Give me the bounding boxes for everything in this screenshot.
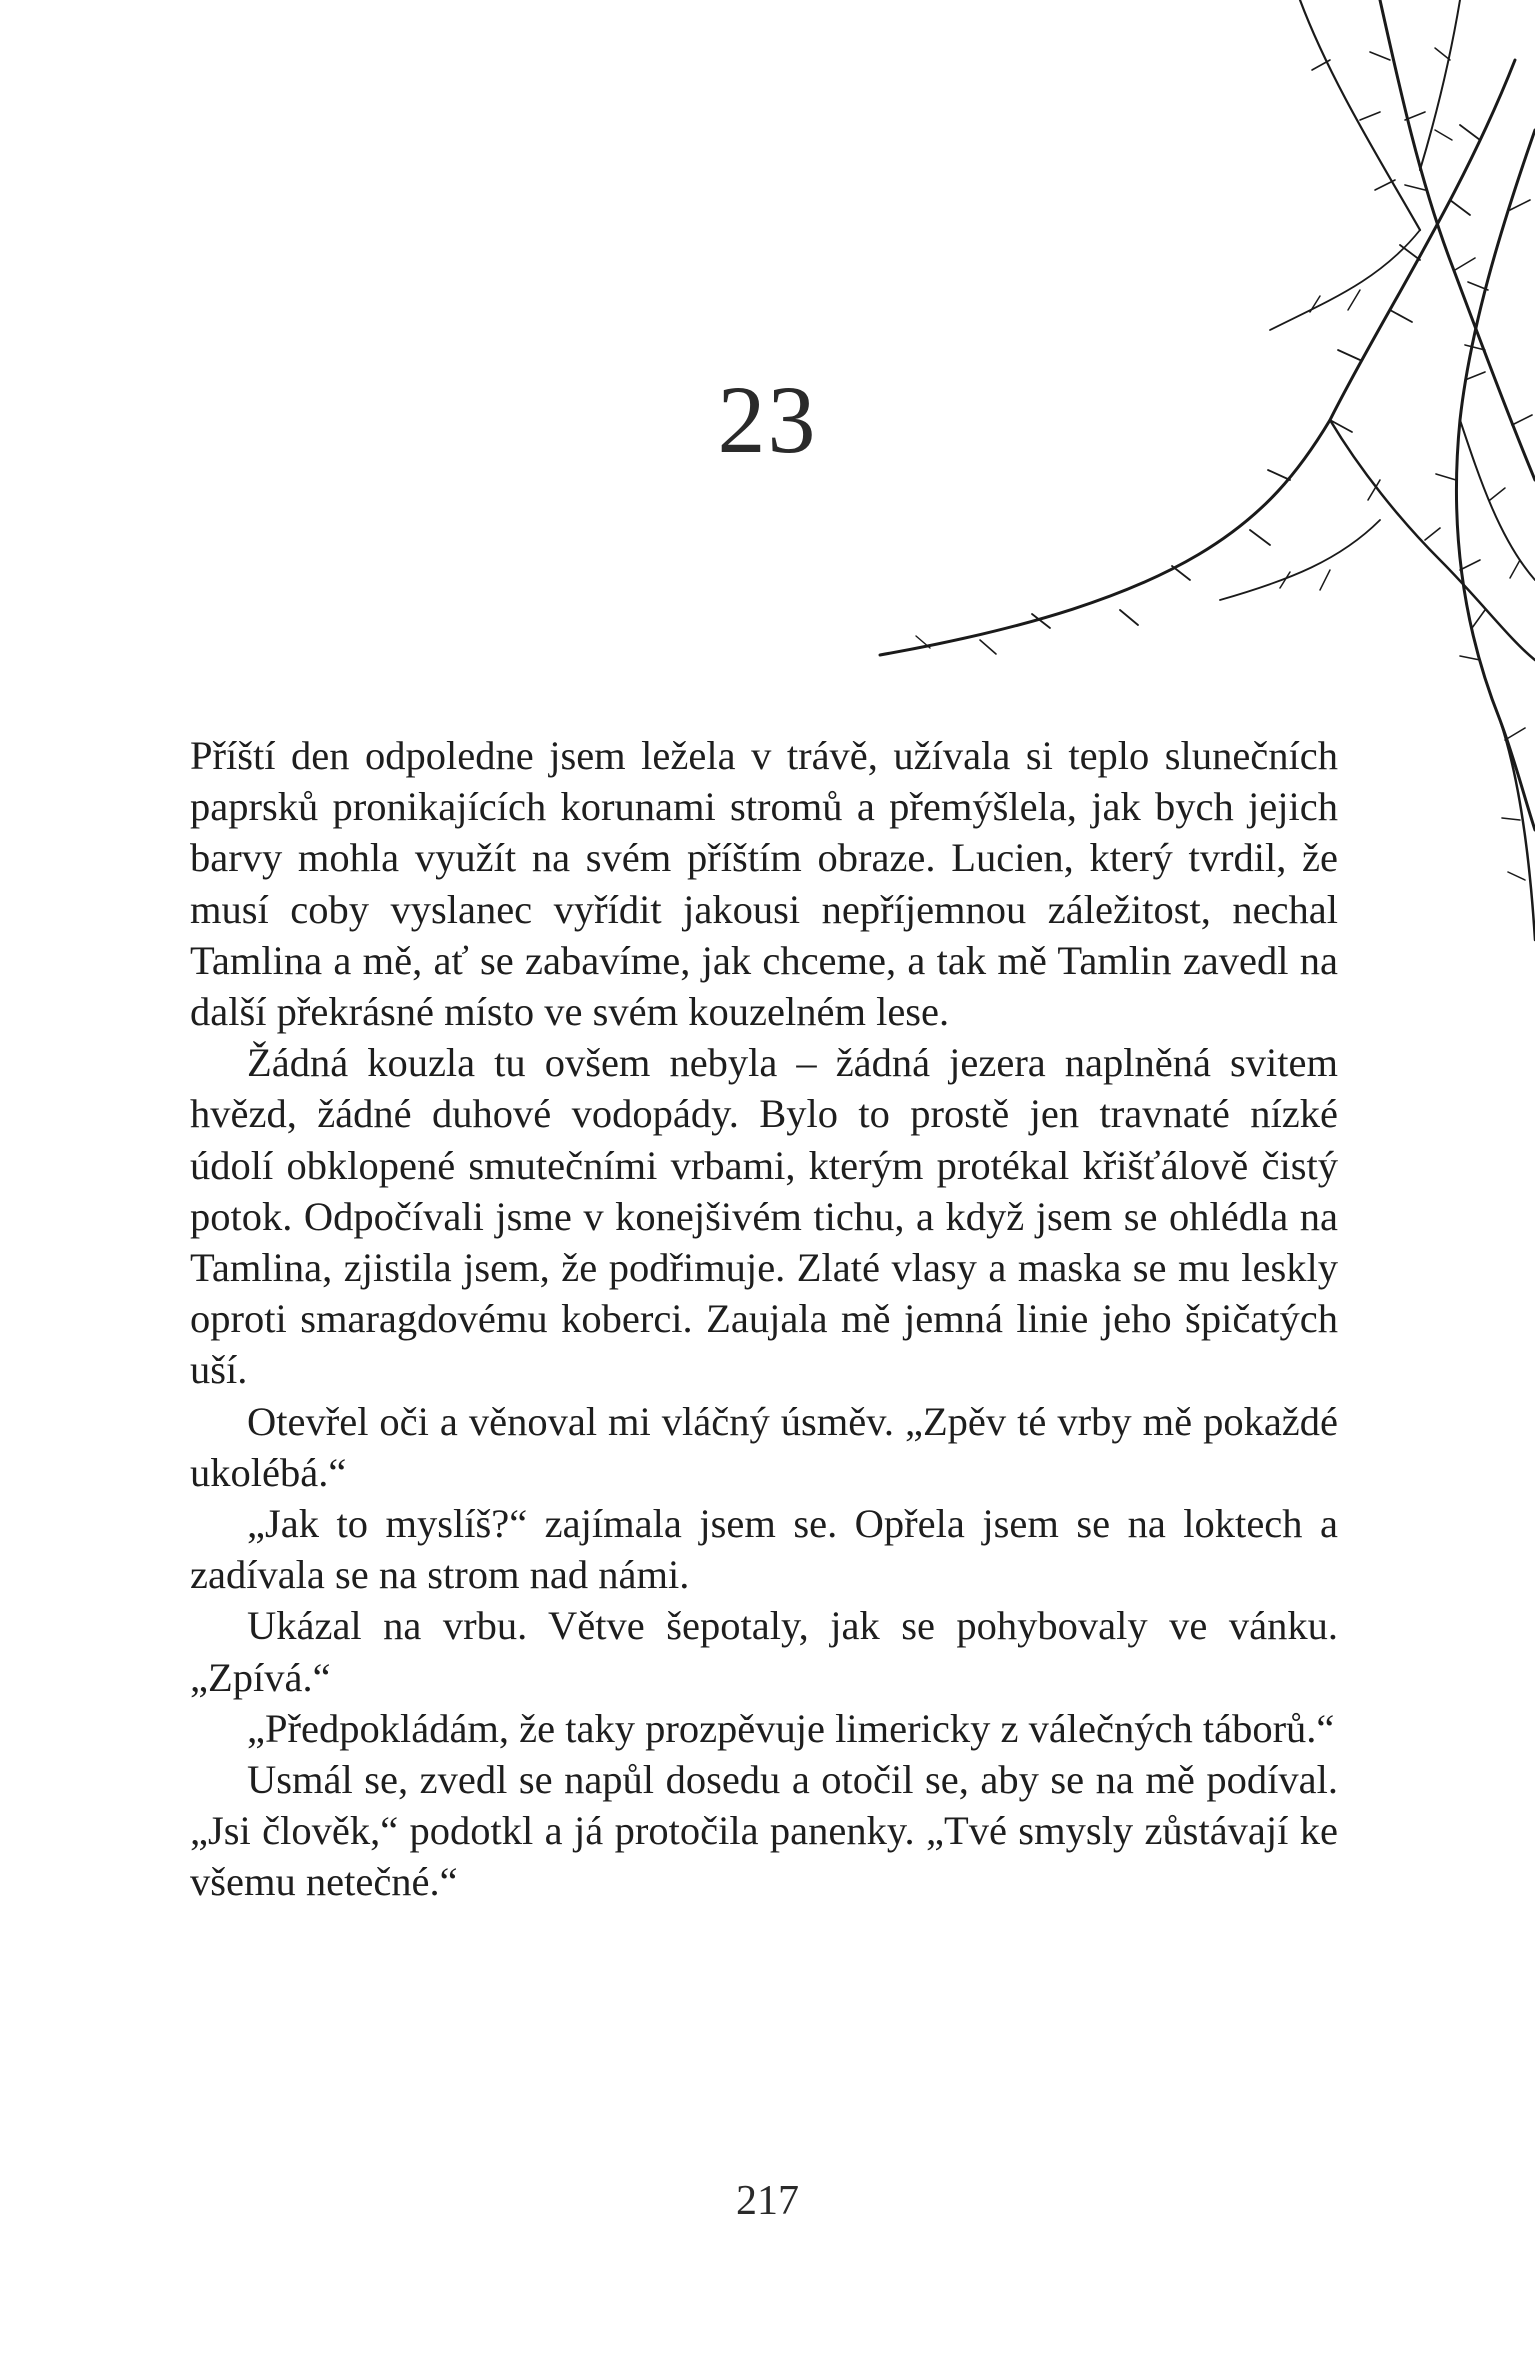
chapter-number: 23 [717, 366, 818, 473]
paragraph: Příští den odpoledne jsem ležela v trávě, užívala si teplo slunečních paprsků pronikajících korunami stromů a přemýšlela, jak bych jejich barvy mohla využít na svém příštím obraze. Lucien, který tvrdil, že musí coby vyslanec vyřídit jakousi nepříjemnou záležitost, nechal Tamlina a mě, ať se zabavíme, jak chceme, a tak mě Tamlin zavedl na další překrásné místo ve svém kouzelném lese. [190, 733, 1338, 1035]
paragraph: Usmál se, zvedl se napůl dosedu a otočil se, aby se na mě podíval. „Jsi člověk,“ podotkl a já protočila panenky. „Tvé smysly zůstávají ke všemu netečné.“ [190, 1757, 1338, 1905]
page-number: 217 [736, 2178, 799, 2224]
paragraph: Otevřel oči a věnoval mi vláčný úsměv. „Zpěv té vrby mě pokaždé ukolébá.“ [190, 1398, 1338, 1495]
paragraph: Žádná kouzla tu ovšem nebyla – žádná jezera naplněná svitem hvězd, žádné duhové vodopády. Bylo to prostě jen travnaté nízké údolí obklopené smutečními vrbami, kterým protékal křišťálově čistý potok. Odpočívali jsme v konejšivém tichu, a když jsem se ohlédla na Tamlina, zjistila jsem, že podřimuje. Zlaté vlasy a maska se mu leskly oproti smaragdovému koberci. Zaujala mě jemná linie jeho špičatých uší. [190, 1040, 1338, 1393]
paragraph: „Jak to myslíš?“ zajímala jsem se. Opřela jsem se na loktech a zadívala se na strom nad námi. [190, 1501, 1338, 1598]
chapter-body [190, 730, 1338, 1908]
paragraph: „Předpokládám, že taky prozpěvuje limericky z válečných táborů.“ [247, 1705, 1335, 1751]
paragraph: Ukázal na vrbu. Větve šepotaly, jak se pohybovaly ve vánku. „Zpívá.“ [190, 1603, 1338, 1700]
